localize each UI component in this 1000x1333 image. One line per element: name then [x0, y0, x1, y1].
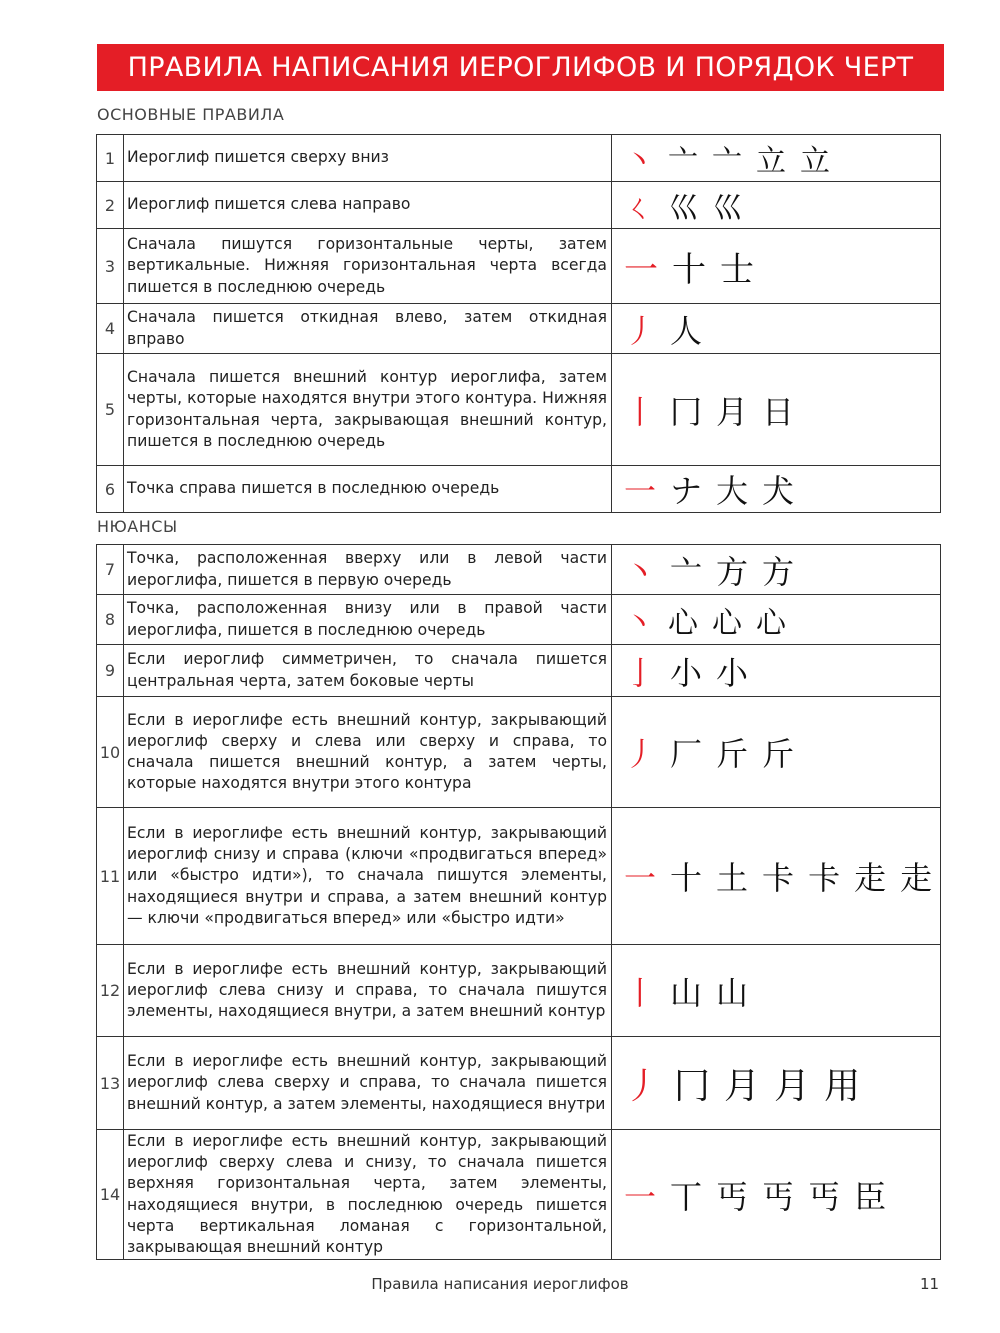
stroke-step-character: 冂: [670, 392, 703, 431]
stroke-step-character: ナ: [670, 472, 703, 510]
stroke-step-character: 卡: [808, 859, 841, 897]
stroke-step-character: 月: [724, 1065, 761, 1107]
stroke-step-character: 斤: [716, 735, 749, 773]
nuance-rules-table: [96, 544, 941, 1260]
stroke-step-character: 方: [762, 552, 795, 591]
rule-row: [97, 1037, 941, 1130]
stroke-order-sequence: [612, 595, 941, 645]
rule-row: [97, 945, 941, 1037]
page-number: 11: [920, 1275, 940, 1293]
stroke-order-sequence: [612, 182, 941, 229]
stroke-step-character: 斤: [762, 735, 795, 773]
stroke-step-character: 立: [756, 144, 786, 179]
rule-description: Если в иероглифе есть внешний контур, закрывающий иероглиф слева сверху и справа, то сначала пишется внешний контур, а затем элементы, находящиеся внутри: [124, 1037, 612, 1130]
stroke-step-character: 亠: [712, 144, 742, 179]
section-heading-basic: ОСНОВНЫЕ ПРАВИЛА: [97, 105, 285, 124]
stroke-step-character: 臣: [854, 1177, 887, 1216]
stroke-step-character: 月: [716, 392, 749, 431]
rule-description: Точка справа пишется в последнюю очередь: [124, 466, 612, 513]
stroke-step-character: 一: [624, 249, 658, 290]
rule-number: 11: [97, 808, 124, 945]
stroke-step-character: 丶: [624, 144, 654, 179]
rule-row: [97, 595, 941, 645]
stroke-step-character: 卡: [762, 859, 795, 897]
stroke-step-character: 巛: [712, 191, 742, 226]
rule-row: [97, 1130, 941, 1260]
stroke-step-character: 心: [756, 605, 786, 641]
rule-number: 2: [97, 182, 124, 229]
stroke-step-character: 十: [672, 249, 706, 290]
stroke-step-character: 走: [854, 859, 887, 897]
rule-description: Точка, расположенная вверху или в левой части иероглифа, пишется в первую очередь: [124, 545, 612, 595]
stroke-order-sequence: [612, 1037, 941, 1130]
stroke-step-character: 十: [670, 859, 703, 897]
stroke-step-character: 丨: [624, 392, 657, 431]
rule-description: Если иероглиф симметричен, то сначала пишется центральная черта, затем боковые черты: [124, 645, 612, 697]
stroke-step-character: 一: [624, 472, 657, 510]
rule-description: Если в иероглифе есть внешний контур, закрывающий иероглиф сверху и слева или сверху и справа, то сначала пишется внешний контур, а затем черты, которые находятся внутри этого контура: [124, 697, 612, 808]
stroke-step-character: 一: [624, 859, 657, 897]
rule-number: 7: [97, 545, 124, 595]
rule-description: Сначала пишутся горизонтальные черты, затем вертикальные. Нижняя горизонтальная черта всегда пишется в последнюю очередь: [124, 229, 612, 304]
stroke-order-sequence: [612, 354, 941, 466]
rule-description: Если в иероглифе есть внешний контур, закрывающий иероглиф слева снизу и справа, то сначала пишутся элементы, находящиеся внутри, а затем внешний контур: [124, 945, 612, 1037]
stroke-step-character: 丶: [624, 552, 657, 591]
stroke-step-character: 心: [712, 605, 742, 641]
rule-number: 9: [97, 645, 124, 697]
stroke-order-sequence: [612, 697, 941, 808]
stroke-step-character: 人: [670, 311, 703, 350]
rule-description: Сначала пишется откидная влево, затем откидная вправо: [124, 304, 612, 354]
rule-row: [97, 808, 941, 945]
stroke-step-character: 丶: [624, 605, 654, 641]
stroke-step-character: 一: [624, 1177, 657, 1216]
stroke-order-sequence: [612, 304, 941, 354]
rule-number: 10: [97, 697, 124, 808]
stroke-step-character: 山: [670, 973, 703, 1012]
rule-row: [97, 545, 941, 595]
section-heading-nuances: НЮАНСЫ: [97, 517, 178, 536]
stroke-step-character: 用: [824, 1065, 861, 1107]
rule-row: [97, 182, 941, 229]
stroke-order-sequence: [612, 466, 941, 513]
stroke-order-sequence: [612, 545, 941, 595]
stroke-step-character: 土: [716, 859, 749, 897]
stroke-step-character: 丐: [716, 1177, 749, 1216]
stroke-step-character: 月: [774, 1065, 811, 1107]
stroke-order-sequence: [612, 229, 941, 304]
stroke-step-character: ㄑ: [624, 191, 654, 226]
stroke-step-character: 大: [716, 472, 749, 510]
stroke-step-character: 山: [716, 973, 749, 1012]
stroke-step-character: 亅: [624, 653, 657, 692]
stroke-step-character: 丿: [624, 1065, 661, 1107]
stroke-step-character: 士: [720, 249, 754, 290]
stroke-order-sequence: [612, 645, 941, 697]
rule-description: Сначала пишется внешний контур иероглифа, затем черты, которые находятся внутри этого контура. Нижняя горизонтальная черта, закрывающая внешний контур, пишется в последнюю очередь: [124, 354, 612, 466]
stroke-step-character: 丨: [624, 973, 657, 1012]
rule-number: 3: [97, 229, 124, 304]
rule-row: [97, 697, 941, 808]
stroke-order-sequence: [612, 808, 941, 945]
stroke-order-sequence: [612, 1130, 941, 1260]
rule-row: [97, 304, 941, 354]
stroke-step-character: 巛: [668, 191, 698, 226]
stroke-step-character: 冂: [674, 1065, 711, 1107]
rule-number: 6: [97, 466, 124, 513]
rule-row: [97, 135, 941, 182]
stroke-step-character: 亠: [668, 144, 698, 179]
stroke-step-character: 犬: [762, 472, 795, 510]
basic-rules-table: [96, 134, 941, 513]
rule-number: 14: [97, 1130, 124, 1260]
rule-number: 8: [97, 595, 124, 645]
stroke-step-character: 丿: [624, 311, 657, 350]
rule-row: [97, 354, 941, 466]
rule-row: [97, 645, 941, 697]
rule-description: Иероглиф пишется слева направо: [124, 182, 612, 229]
rule-row: [97, 466, 941, 513]
stroke-order-sequence: [612, 945, 941, 1037]
stroke-step-character: 亠: [670, 552, 703, 591]
stroke-step-character: 丐: [808, 1177, 841, 1216]
stroke-step-character: 厂: [670, 735, 703, 773]
stroke-step-character: 心: [668, 605, 698, 641]
stroke-step-character: 丅: [670, 1177, 703, 1216]
page-title-banner: ПРАВИЛА НАПИСАНИЯ ИЕРОГЛИФОВ И ПОРЯДОК ЧЕРТ: [97, 44, 944, 91]
rule-number: 4: [97, 304, 124, 354]
rule-number: 13: [97, 1037, 124, 1130]
stroke-step-character: 小: [716, 653, 749, 692]
rule-number: 1: [97, 135, 124, 182]
rule-row: [97, 229, 941, 304]
stroke-step-character: 立: [800, 144, 830, 179]
stroke-order-sequence: [612, 135, 941, 182]
stroke-step-character: 丐: [762, 1177, 795, 1216]
stroke-step-character: 丿: [624, 735, 657, 773]
stroke-step-character: 日: [762, 392, 795, 431]
rule-description: Если в иероглифе есть внешний контур, закрывающий иероглиф снизу и справа (ключи «продвигаться вперед» или «быстро идти»), то сначала пишутся элементы, находящиеся внутри и справа, а затем внешний контур — ключи «продвигаться вперед» или «быстро идти»: [124, 808, 612, 945]
rule-number: 5: [97, 354, 124, 466]
rule-description: Точка, расположенная внизу или в правой части иероглифа, пишется в последнюю очередь: [124, 595, 612, 645]
stroke-step-character: 方: [716, 552, 749, 591]
rule-description: Иероглиф пишется сверху вниз: [124, 135, 612, 182]
footer-caption: Правила написания иероглифов: [371, 1275, 629, 1293]
stroke-step-character: 走: [900, 859, 933, 897]
rule-number: 12: [97, 945, 124, 1037]
rule-description: Если в иероглифе есть внешний контур, закрывающий иероглиф сверху слева и снизу, то сначала пишется верхняя горизонтальная черта, затем элементы, находящиеся внутри, в последнюю очередь пишется черта вертикальная ломаная с горизонтальной, закрывающая внешний контур: [124, 1130, 612, 1260]
stroke-step-character: 小: [670, 653, 703, 692]
